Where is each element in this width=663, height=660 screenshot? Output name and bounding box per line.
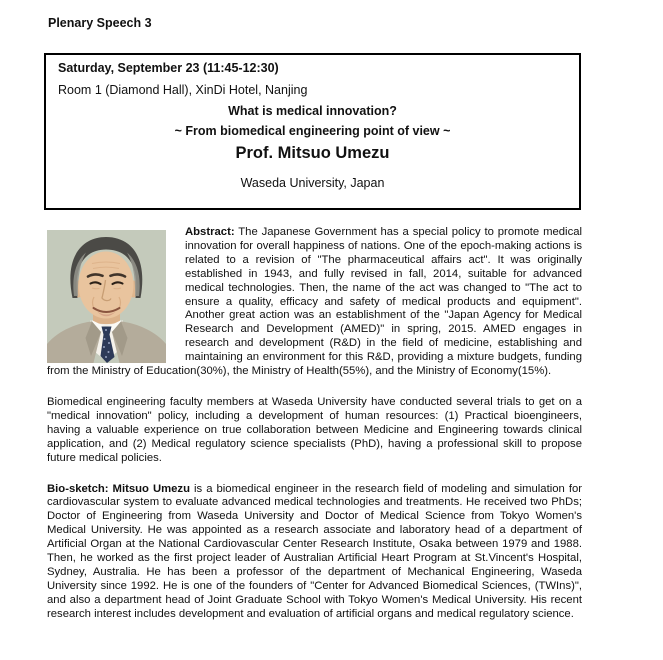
abstract-text: The Japanese Government has a special policy to promote medical innovation for overall happiness of nations. One of the epoch-making actions is related to a revision of "The pharmaceutical affairs act". It was originally established in 1943, and fully revised in fall, 2014, suitable for advanced medical technologies. Then, the name of the act was changed to "The act to ensure a quality, efficacy and safety of medical products and equipment". Another great action was an establishment of the "Japan Agency for Medical Research and Development (AMED)" in spring, 2015. AMED engages in research and development (R&D) in the field of medicine, establishing and maintaining an environment for this R&D, providing a mixture budgets, funding from the Ministry of Education(30%), the Ministry of Health(55%), and the Ministry of Economy(15%). [47, 226, 583, 378]
session-location: Room 1 (Diamond Hall), XinDi Hotel, Nanjing [58, 83, 308, 97]
talk-subtitle: ~ From biomedical engineering point of view ~ [174, 124, 451, 138]
session-datetime: Saturday, September 23 (11:45-12:30) [58, 61, 279, 75]
talk-title: What is medical innovation? [228, 104, 397, 118]
speaker-name: Prof. Mitsuo Umezu [235, 144, 390, 162]
speaker-photo [47, 226, 185, 363]
body-content [47, 226, 582, 622]
biosketch-label: Bio-sketch: Mitsuo Umezu [47, 482, 190, 495]
page-heading: Plenary Speech 3 [48, 16, 152, 30]
speaker-portrait-image [47, 230, 166, 363]
session-box [44, 53, 581, 210]
biosketch-text: is a biomedical engineer in the research field of modeling and simulation for cardiovascular system to evaluate advanced medical technologies and treatments. He received two PhDs; Doctor of Engineering from Waseda University and Doctor of Medical Science from Tokyo Women's Medical University. He was appointed as a research associate and laboratory head of a department of Artificial Organ at the National Cardiovascular Center Research Institute, Osaka between 1979 and 1988. Then, he worked as the first project leader of Australian Artificial Heart Program at St.Vincent's Hospital, Sydney, Australia. He has been a professor of the department of Mechanical Engineering, Waseda University since 1992. He is one of the founders of "Center for Advanced Biomedical Sciences, (TWIns)", and also a department head of Joint Graduate School with Tokyo Women's Medical University. His recent research interest includes development and evaluation of artificial organs and medical regulatory science. [47, 482, 583, 620]
abstract-label: Abstract: [185, 226, 235, 238]
faculty-paragraph: Biomedical engineering faculty members at Waseda University have conducted several trials to get on a "medical innovation" policy, including a development of human resources: (1) Practical bioengineers, having a valuable experience on true collaboration between Medicine and Engineering towards clinical application, and (2) Medical regulatory science specialists (PhD), having a professional skill to propose future medical policies. [47, 395, 582, 464]
speaker-affiliation: Waseda University, Japan [240, 176, 385, 190]
biosketch-paragraph [47, 483, 582, 622]
